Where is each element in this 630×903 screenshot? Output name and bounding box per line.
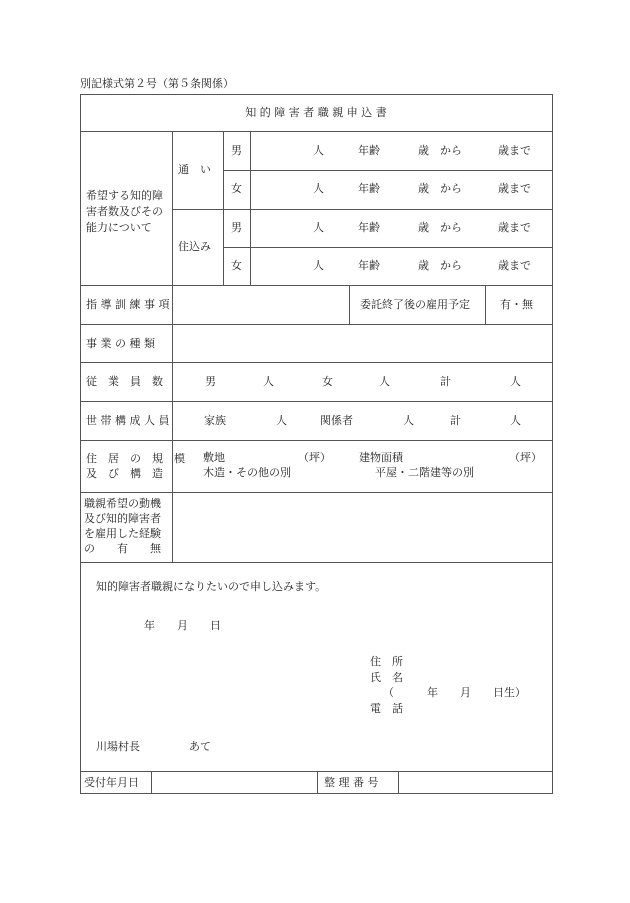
age-to-label: 歳まで <box>498 259 531 272</box>
age-label: 年齢 <box>358 182 380 195</box>
age-to-label: 歳まで <box>498 144 531 157</box>
age-label: 年齢 <box>358 259 380 272</box>
floor-area-label: 建物面積 <box>359 451 403 464</box>
form-title: 知 的 障 害 者 職 親 申 込 書 <box>245 106 387 119</box>
household-label: 世 帯 構 成 人 員 <box>86 414 170 427</box>
form-header: 別記様式第２号（第５条関係） <box>80 77 234 90</box>
age-to-label: 歳まで <box>498 221 531 234</box>
desired-section-label: 希望する知的障 害者数及びその 能力について <box>86 189 163 234</box>
training-label: 指 導 訓 練 事 項 <box>86 298 170 311</box>
total-unit: 人 <box>510 414 521 427</box>
motive-label: 職親希望の動機 及び知的障害者 を雇用した経験 の 有 無 <box>84 497 161 555</box>
site-unit: （坪） <box>298 451 331 464</box>
female-unit: 人 <box>379 375 390 388</box>
age-to-label: 歳まで <box>498 182 531 195</box>
age-from-label: 歳 から <box>418 259 462 272</box>
employ-plan-label: 委託終了後の雇用予定 <box>360 298 470 311</box>
related-unit: 人 <box>403 414 414 427</box>
age-from-label: 歳 から <box>418 144 462 157</box>
employ-plan-value: 有・無 <box>500 298 533 311</box>
count-unit: 人 <box>313 259 324 272</box>
floor-area-unit: （坪） <box>509 451 542 464</box>
sex-label: 女 <box>231 182 242 195</box>
received-date-label: 受付年月日 <box>84 776 139 789</box>
count-unit: 人 <box>313 221 324 234</box>
storeys-label: 平屋・二階建等の別 <box>375 466 474 479</box>
age-label: 年齢 <box>358 221 380 234</box>
reference-number-label: 整 理 番 号 <box>324 776 379 789</box>
site-label: 敷地 <box>203 451 225 464</box>
commute-label: 通 い <box>178 163 211 176</box>
male-label: 男 <box>205 375 216 388</box>
age-from-label: 歳 から <box>418 221 462 234</box>
related-label: 関係者 <box>320 414 353 427</box>
family-unit: 人 <box>276 414 287 427</box>
total-label: 計 <box>450 414 461 427</box>
total-unit: 人 <box>510 375 521 388</box>
business-type-label: 事 業 の 種 類 <box>86 337 155 350</box>
livein-label: 住込み <box>178 240 211 253</box>
male-unit: 人 <box>263 375 274 388</box>
age-from-label: 歳 から <box>418 182 462 195</box>
address-label: 住 所 <box>370 655 403 668</box>
addressee-suffix: あて <box>189 740 211 753</box>
total-label: 計 <box>440 375 451 388</box>
sex-label: 女 <box>231 259 242 272</box>
phone-label: 電 話 <box>370 702 403 715</box>
female-label: 女 <box>322 375 333 388</box>
housing-label: 住 居 の 規 模 及 び 構 造 <box>86 452 185 480</box>
count-unit: 人 <box>313 182 324 195</box>
application-statement: 知的障害者職親になりたいので申し込みます。 <box>96 580 327 593</box>
addressee-name: 川場村長 <box>96 740 140 753</box>
sex-label: 男 <box>231 144 242 157</box>
application-date: 年 月 日 <box>144 619 221 632</box>
wood-other-label: 木造・その他の別 <box>203 466 291 479</box>
birth-date-label: （ 年 月 日生） <box>383 686 526 699</box>
count-unit: 人 <box>313 144 324 157</box>
family-label: 家族 <box>204 414 226 427</box>
sex-label: 男 <box>231 221 242 234</box>
name-label: 氏 名 <box>370 671 403 684</box>
age-label: 年齢 <box>358 144 380 157</box>
employees-label: 従 業 員 数 <box>86 375 163 388</box>
